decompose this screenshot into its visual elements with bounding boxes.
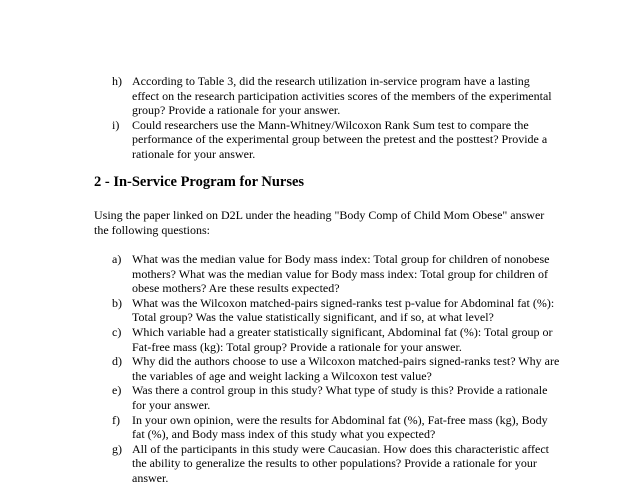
question-text: Why did the authors choose to use a Wilcoxon matched-pairs signed-ranks test? Why are the variables of age and weight lacking a Wilcoxon test value? [132,354,560,383]
question-item [112,118,552,162]
question-text: In your own opinion, were the results for Abdominal fat (%), Fat-free mass (kg), Body fat (%), and Body mass index of this study what you expected? [132,412,548,442]
question-marker: i) [112,117,120,132]
question-text: Which variable had a greater statistically significant, Abdominal fat (%): Total group or Fat-free mass (kg): Total group? Provide a rationale for your answer. [132,324,553,354]
question-item [112,413,560,442]
question-item [112,383,560,412]
question-marker: g) [112,441,122,456]
question-marker: d) [112,354,122,369]
section-heading: 2 - In-Service Program for Nurses [94,174,305,190]
question-marker: f) [112,412,120,427]
question-marker: a) [112,252,122,266]
section-intro: Using the paper linked on D2L under the heading "Body Comp of Child Mom Obese" answer the following questions: [94,208,545,237]
question-text: Could researchers use the Mann-Whitney/Wilcoxon Rank Sum test to compare the performance of the experimental group between the pretest and the posttest? Provide a rationale for your answer. [132,117,548,161]
question-text: All of the participants in this study were Caucasian. How does this characteristic affect the ability to generalize the results to other populations? Provide a rationale for your answer. [132,441,549,485]
question-text: Was there a control group in this study? What type of study is this? Provide a rationale for your answer. [132,383,548,412]
question-text: According to Table 3, did the research utilization in-service program have a lasting effect on the research participation activities scores of the members of the experimental group? Provide a rationale for your answer. [132,74,552,118]
question-item [112,74,552,118]
question-marker: e) [112,383,122,398]
question-item [112,354,560,383]
question-list-part1 [112,74,552,162]
question-marker: h) [112,74,122,88]
question-item [112,252,560,296]
question-marker: c) [112,324,122,339]
question-item [112,442,560,486]
question-marker: b) [112,295,122,310]
question-text: What was the Wilcoxon matched-pairs signed-ranks test p-value for Abdominal fat (%): Total group? Was the value statistically significant, and if so, at what level? [132,295,555,325]
question-item [112,325,560,354]
question-text: What was the median value for Body mass index: Total group for children of nonobese mothers? What was the median value for Body mass index: Total group for children of obese mothers? Are these results expected? [132,252,550,296]
question-item [112,296,560,325]
question-list-part2 [112,252,560,486]
